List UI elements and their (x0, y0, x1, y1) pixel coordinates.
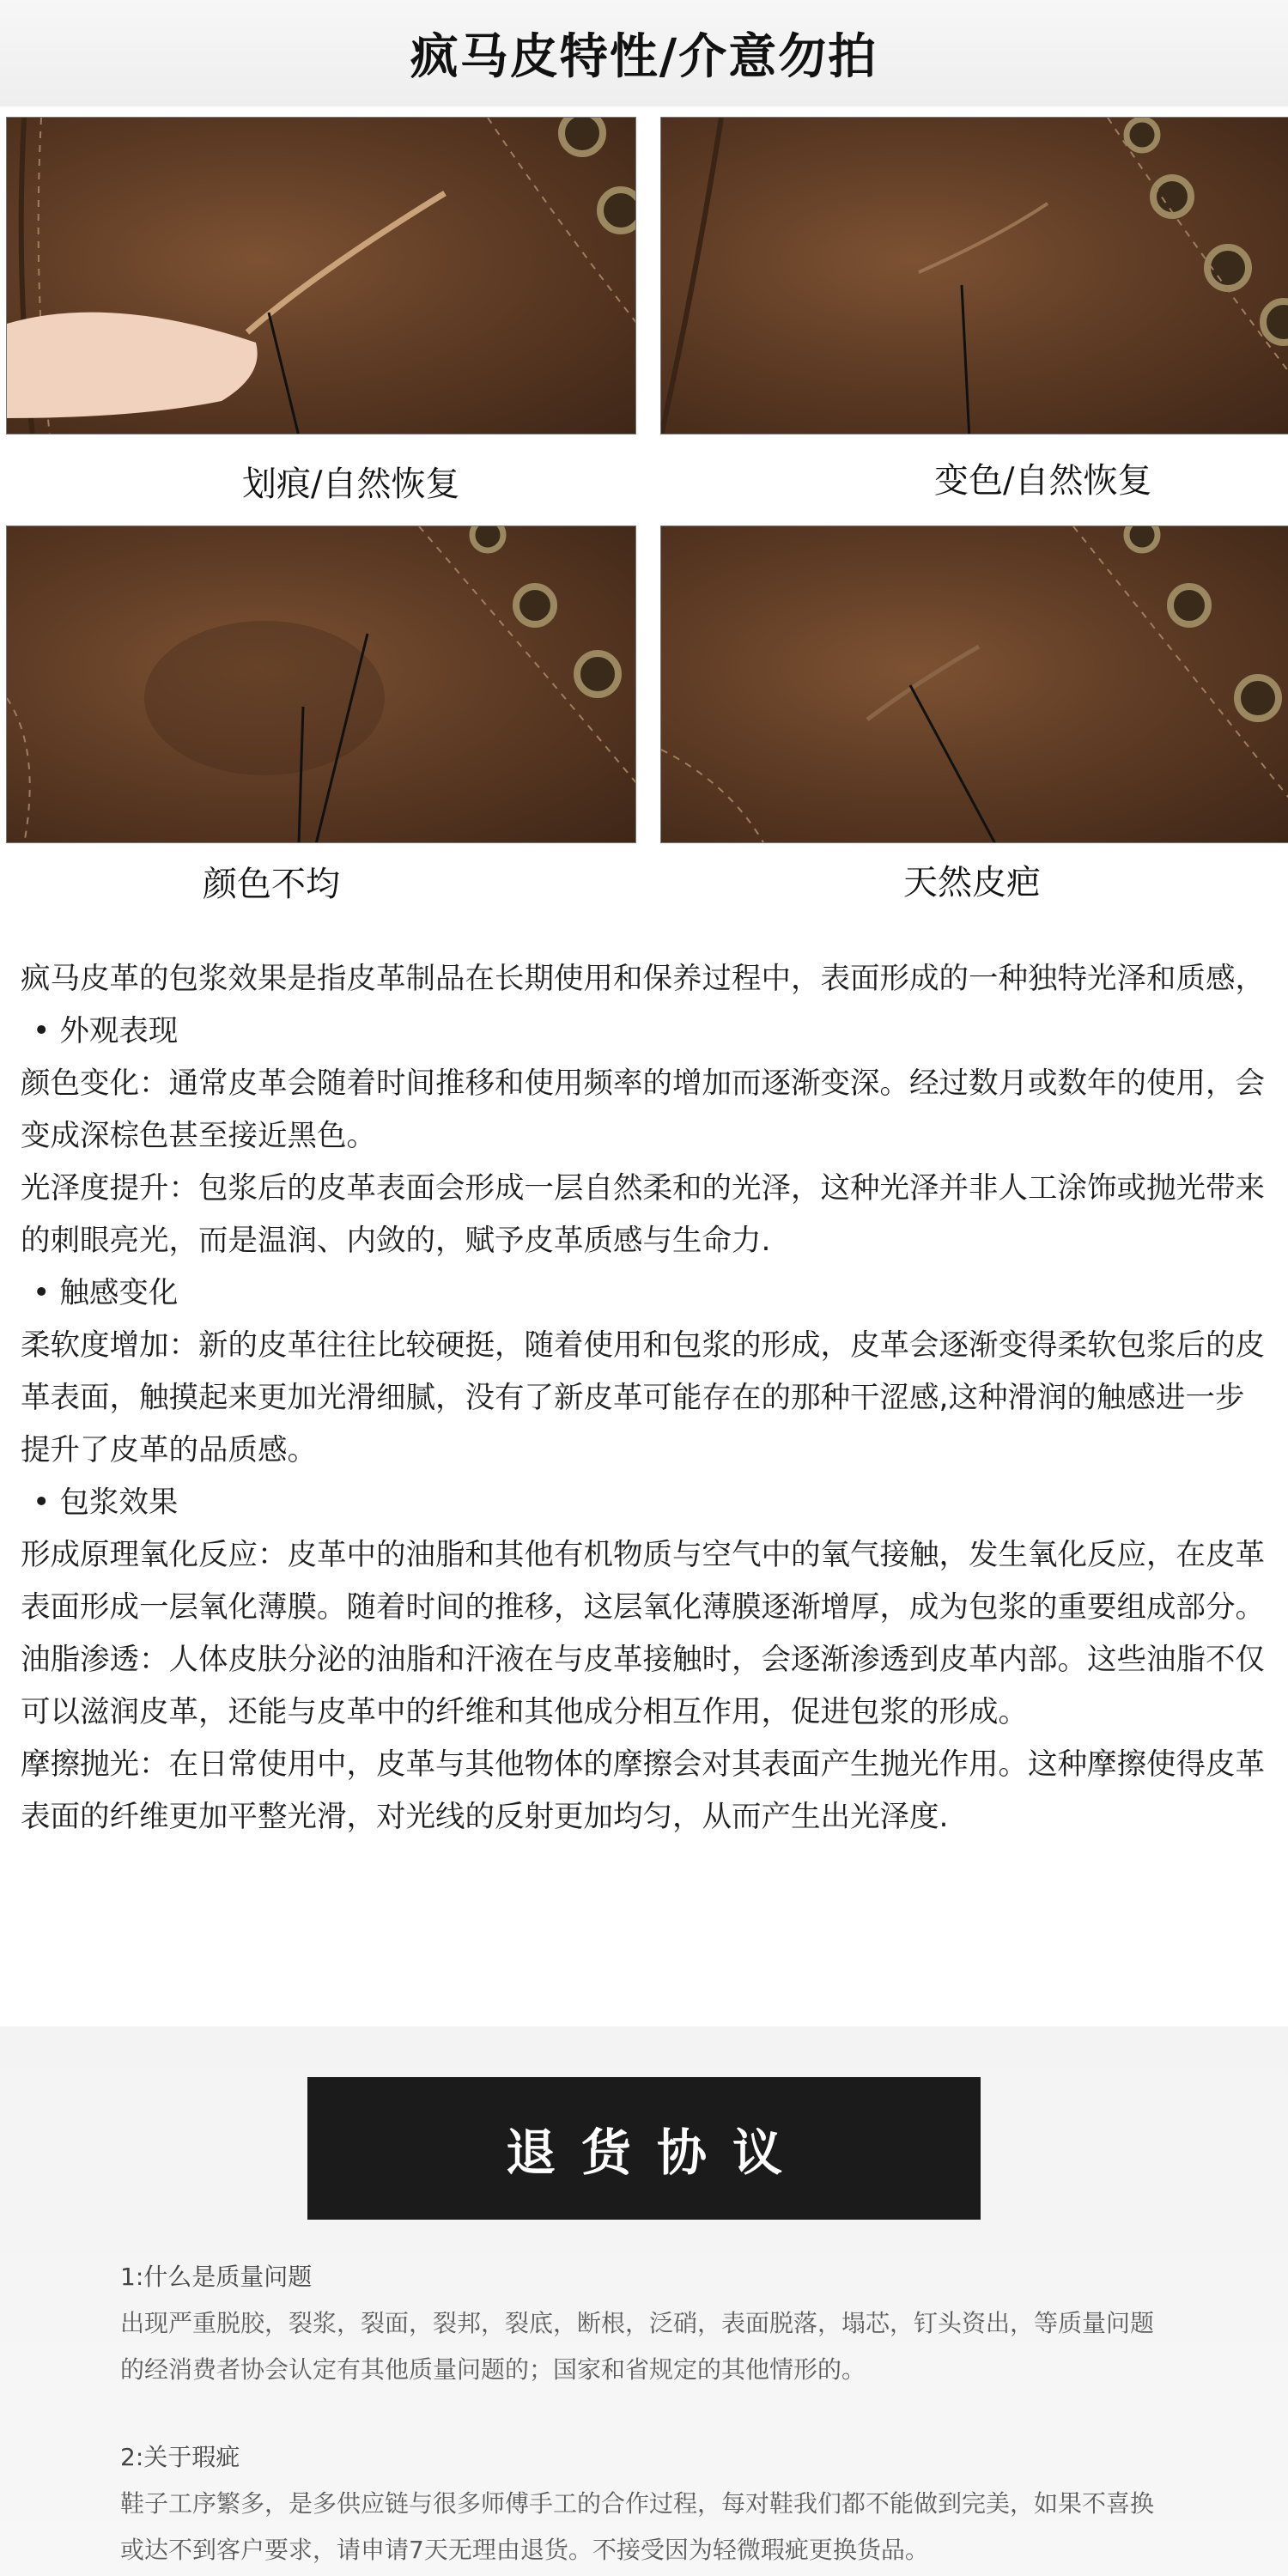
leather-discoloration-photo (660, 117, 1288, 434)
page-title: 疯马皮特性/介意勿拍 (410, 28, 878, 85)
paragraph-oil: 油脂渗透：人体皮肤分泌的油脂和汗液在与皮革接触时，会逐渐渗透到皮革内部。这些油脂不仅可以滋润皮革，还能与皮革中的纤维和其他成分相互作用，促进包浆的形成。 (21, 1643, 1265, 1729)
paragraph-softness: 柔软度增加：新的皮革往往比较硬挺，随着使用和包浆的形成，皮革会逐渐变得柔软包浆后的皮革表面，触摸起来更加光滑细腻，没有了新皮革可能存在的那种干涩感,这种滑润的触感进一步提升了皮革的品质感。 (21, 1328, 1265, 1467)
policy-item-body: 鞋子工序繁多，是多供应链与很多师傅手工的合作过程，每对鞋我们都不能做到完美，如果不喜换或达不到客户要求，请申请7天无理由退货。不接受因为轻微瑕疵更换货品。 (120, 2489, 1155, 2564)
policy-item-body: 出现严重脱胶，裂浆，裂面，裂邦，裂底，断根，泛硝，表面脱落，塌芯，钉头资出，等质量问题的经消费者协会认定有其他质量问题的；国家和省规定的其他情形的。 (120, 2309, 1155, 2384)
policy-item-quality (120, 2254, 1176, 2393)
section-heading-patina: • 包浆效果 (33, 1485, 179, 1520)
section-heading-appearance: • 外观表现 (33, 1014, 179, 1048)
leather-uneven-color-photo (6, 526, 636, 843)
policy-item-title: 1:什么是质量问题 (120, 2263, 313, 2291)
policy-item-defects (120, 2434, 1176, 2573)
paragraph-oxidation: 形成原理氧化反应：皮革中的油脂和其他有机物质与空气中的氧气接触，发生氧化反应，在皮革表面形成一层氧化薄膜。随着时间的推移，这层氧化薄膜逐渐增厚，成为包浆的重要组成部分。 (21, 1538, 1265, 1625)
policy-item-title: 2:关于瑕疵 (120, 2443, 240, 2471)
section-heading-touch: • 触感变化 (33, 1276, 179, 1310)
leather-patina-description (21, 953, 1267, 1844)
paragraph-gloss: 光泽度提升：包浆后的皮革表面会形成一层自然柔和的光泽，这种光泽并非人工涂饰或抛光带来的刺眼亮光，而是温润、内敛的，赋予皮革质感与生命力. (21, 1171, 1265, 1258)
return-policy-banner (307, 2077, 981, 2220)
photo-caption-scratch: 划痕/自然恢复 (242, 465, 460, 504)
leather-natural-scar-photo (660, 526, 1288, 843)
return-policy-title: 退货协议 (505, 2123, 808, 2182)
paragraph-color-change: 颜色变化：通常皮革会随着时间推移和使用频率的增加而逐渐变深。经过数月或数年的使用，会变成深棕色甚至接近黑色。 (21, 1066, 1265, 1153)
photo-caption-natural-scar: 天然皮疤 (903, 863, 1041, 902)
leather-scratch-photo (6, 117, 636, 434)
photo-caption-uneven-color: 颜色不均 (203, 865, 340, 904)
photo-caption-discoloration: 变色/自然恢复 (934, 461, 1152, 501)
page-header (0, 0, 1288, 106)
intro-paragraph: 疯马皮革的包浆效果是指皮革制品在长期使用和保养过程中，表面形成的一种独特光泽和质感， (21, 962, 1265, 996)
return-policy-section (0, 2026, 1288, 2576)
paragraph-friction: 摩擦抛光：在日常使用中，皮革与其他物体的摩擦会对其表面产生抛光作用。这种摩擦使得皮革表面的纤维更加平整光滑，对光线的反射更加均匀，从而产生出光泽度. (21, 1747, 1265, 1834)
